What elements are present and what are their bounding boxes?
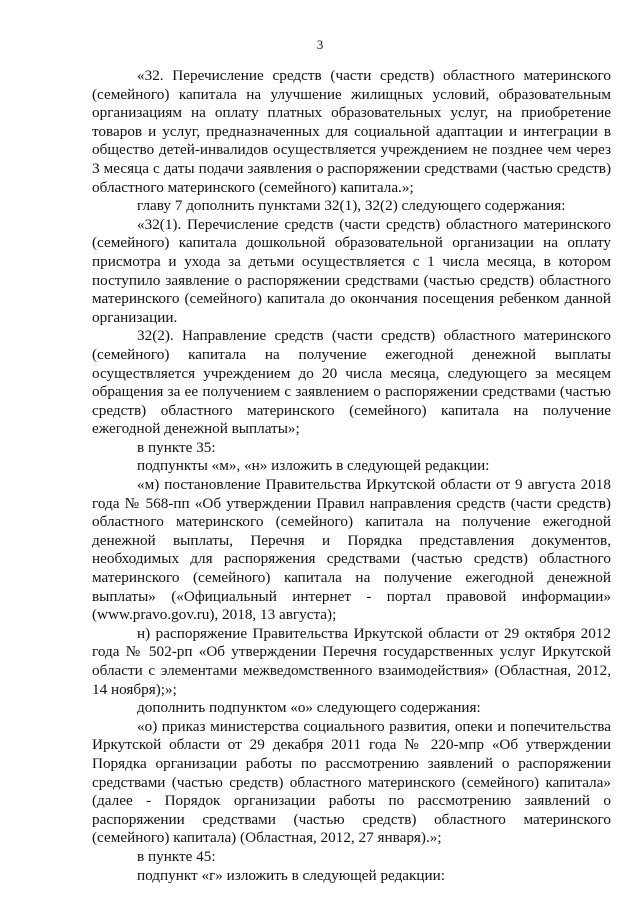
paragraph-chapter-7-amendment: главу 7 дополнить пунктами 32(1), 32(2) следующего содержания: <box>137 197 566 215</box>
paragraph-32-1: «32(1). Перечисление средств (части средств) областного материнского (семейного) капитала дошкольной образовательной организации на оплату присмотра и ухода за детьми осуществляется с 1 числа месяца, в котором поступило заявление о распоряжении средствами (частью средств) областного материнского (семейного) капитала до окончания посещения ребенком данной организации. <box>92 215 611 326</box>
paragraph-add-subpoint-o: дополнить подпунктом «о» следующего содержания: <box>137 699 481 717</box>
paragraph-subpoint-o: «о) приказ министерства социального развития, опеки и попечительства Иркутской области от 29 декабря 2011 года № 220-мпр «Об утверждении Порядка организации работы по рассмотрению заявлений о распоряжении средствами (частью средств) областного материнского (семейного) капитала» (далее - Порядок организации работы по рассмотрению заявлений о распоряжении средствами (частью средств) областного материнского (семейного) капитала) (Областная, 2012, 27 января).»; <box>92 717 611 847</box>
document-body <box>92 67 611 885</box>
paragraph-subpoint-n: н) распоряжение Правительства Иркутской области от 29 октября 2012 года № 502-рп «Об утверждении Перечня государственных услуг Иркутской области с элементами межведомственного взаимодействия» (Областная, 2012, 14 ноября);»; <box>92 624 611 698</box>
paragraph-subpoints-m-n: подпункты «м», «н» изложить в следующей редакции: <box>137 457 490 475</box>
page-number: 3 <box>316 37 324 52</box>
paragraph-point-35: в пункте 35: <box>137 438 216 456</box>
paragraph-32: «32. Перечисление средств (части средств) областного материнского (семейного) капитала на улучшение жилищных условий, образовательным организациям на оплату платных образовательных услуг, на приобретение товаров и услуг, предназначенных для социальной адаптации и интеграции в общество детей-инвалидов осуществляется учреждением не позднее чем через 3 месяца с даты подачи заявления о распоряжении средствами (частью средств) областного материнского (семейного) капитала.»; <box>92 67 611 196</box>
paragraph-subpoint-m: «м) постановление Правительства Иркутской области от 9 августа 2018 года № 568-пп «Об утверждении Правил направления средств (части средств) областного материнского (семейного) капитала на получение ежегодной денежной выплаты, Перечня и Порядка представления документов, необходимых для распоряжения средствами (частью средств) областного материнского (семейного) капитала на получение ежегодной денежной выплаты» («Официальный интернет - портал правовой информации» (www.pravo.gov.ru), 2018, 13 августа); <box>92 476 611 624</box>
paragraph-point-45: в пункте 45: <box>137 847 216 865</box>
paragraph-32-2: 32(2). Направление средств (части средств) областного материнского (семейного) капитала на получение ежегодной денежной выплаты осуществляется учреждением до 20 числа месяца, следующего за месяцем обращения за ее получением с заявлением о распоряжении средствами (частью средств) областного материнского (семейного) капитала на получение ежегодной денежной выплаты»; <box>92 327 611 438</box>
paragraph-subpoint-g: подпункт «г» изложить в следующей редакции: <box>137 866 446 884</box>
